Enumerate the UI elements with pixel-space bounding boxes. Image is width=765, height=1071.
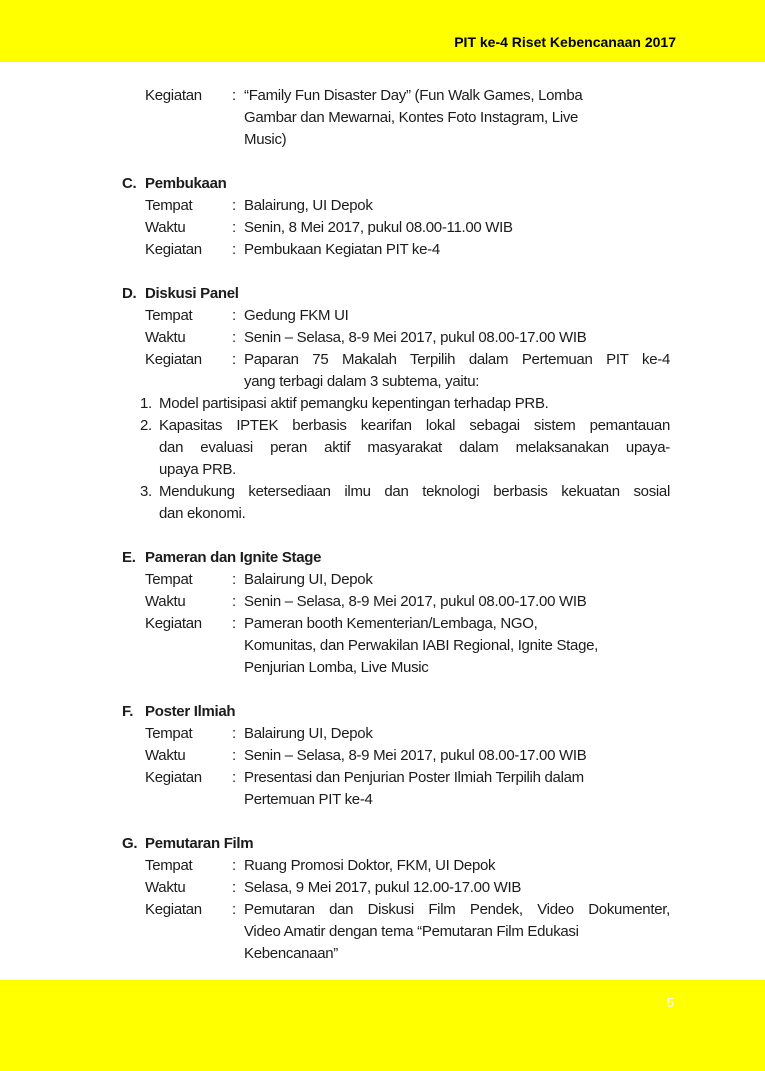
intro-block xyxy=(145,85,670,151)
item-number: 1. xyxy=(140,395,152,412)
section-diskusi-panel xyxy=(122,283,670,525)
row-colon: : xyxy=(232,725,236,742)
subtema-list xyxy=(140,393,670,525)
event-row xyxy=(145,349,670,393)
text-line: Pertemuan PIT ke-4 xyxy=(244,791,373,808)
event-row xyxy=(145,569,670,591)
text-line: Presentasi dan Penjurian Poster Ilmiah Terpilih dalam xyxy=(244,769,584,786)
row-colon: : xyxy=(232,241,236,258)
row-colon: : xyxy=(232,87,236,104)
event-row xyxy=(145,745,670,767)
text-line: Pemutaran dan Diskusi Film Pendek, Video Dokumenter, xyxy=(244,901,670,918)
row-value xyxy=(244,327,670,349)
event-row xyxy=(145,195,670,217)
text-line: yang terbagi dalam 3 subtema, yaitu: xyxy=(244,373,480,390)
row-label: Tempat xyxy=(145,307,193,324)
event-row xyxy=(145,305,670,327)
text-line: Balairung UI, Depok xyxy=(244,725,373,742)
text-line: Kapasitas IPTEK berbasis kearifan lokal sebagai sistem pemantauan xyxy=(159,417,670,434)
section-title: Pemutaran Film xyxy=(145,835,254,852)
row-value xyxy=(244,349,670,393)
section-rows xyxy=(145,195,670,261)
row-value xyxy=(244,855,670,877)
event-row xyxy=(145,85,670,151)
section-pembukaan xyxy=(122,173,670,261)
row-label: Waktu xyxy=(145,219,186,236)
item-text xyxy=(159,393,670,415)
section-letter: D. xyxy=(122,285,137,302)
section-heading xyxy=(122,283,670,305)
list-item xyxy=(140,481,670,525)
row-colon: : xyxy=(232,197,236,214)
text-line: Kebencanaan” xyxy=(244,945,338,962)
row-colon: : xyxy=(232,307,236,324)
section-heading xyxy=(122,701,670,723)
row-colon: : xyxy=(232,593,236,610)
item-number: 3. xyxy=(140,483,152,500)
row-label: Tempat xyxy=(145,857,193,874)
section-pemutaran-film xyxy=(122,833,670,965)
event-row xyxy=(145,723,670,745)
row-label: Kegiatan xyxy=(145,87,202,104)
page-number: 5 xyxy=(666,995,674,1010)
section-letter: C. xyxy=(122,175,137,192)
row-colon: : xyxy=(232,879,236,896)
item-text xyxy=(159,415,670,481)
row-label: Kegiatan xyxy=(145,241,202,258)
event-row xyxy=(145,767,670,811)
text-line: Balairung UI, Depok xyxy=(244,571,373,588)
row-colon: : xyxy=(232,329,236,346)
event-row xyxy=(145,591,670,613)
event-row xyxy=(145,877,670,899)
text-line: Pembukaan Kegiatan PIT ke-4 xyxy=(244,241,440,258)
text-line: Komunitas, dan Perwakilan IABI Regional, Ignite Stage, xyxy=(244,637,599,654)
row-value xyxy=(244,591,670,613)
section-pameran-ignite-stage xyxy=(122,547,670,679)
text-line: Balairung, UI Depok xyxy=(244,197,373,214)
section-heading xyxy=(122,547,670,569)
text-line: Ruang Promosi Doktor, FKM, UI Depok xyxy=(244,857,496,874)
row-label: Kegiatan xyxy=(145,901,202,918)
row-label: Waktu xyxy=(145,329,186,346)
row-label: Kegiatan xyxy=(145,351,202,368)
text-line: Senin – Selasa, 8-9 Mei 2017, pukul 08.00-17.00 WIB xyxy=(244,329,587,346)
section-rows xyxy=(145,855,670,965)
row-colon: : xyxy=(232,351,236,368)
text-line: Video Amatir dengan tema “Pemutaran Film Edukasi xyxy=(244,923,579,940)
text-line: dan evaluasi peran aktif masyarakat dalam melaksanakan upaya- xyxy=(159,439,670,456)
row-value xyxy=(244,569,670,591)
row-value xyxy=(244,305,670,327)
event-row xyxy=(145,217,670,239)
row-value xyxy=(244,613,670,679)
page-footer-band xyxy=(0,980,765,1071)
row-value xyxy=(244,767,670,811)
text-line: Model partisipasi aktif pemangku kepentingan terhadap PRB. xyxy=(159,395,549,412)
section-rows xyxy=(145,305,670,393)
row-colon: : xyxy=(232,747,236,764)
row-value xyxy=(244,877,670,899)
section-title: Diskusi Panel xyxy=(145,285,239,302)
item-text xyxy=(159,481,670,525)
event-row xyxy=(145,613,670,679)
text-line: Pameran booth Kementerian/Lembaga, NGO, xyxy=(244,615,538,632)
row-value xyxy=(244,239,670,261)
row-label: Waktu xyxy=(145,593,186,610)
row-label: Waktu xyxy=(145,879,186,896)
text-line: “Family Fun Disaster Day” (Fun Walk Games, Lomba xyxy=(244,87,583,104)
event-row xyxy=(145,855,670,877)
page-header-band xyxy=(0,0,765,62)
section-rows xyxy=(145,723,670,811)
section-title: Pameran dan Ignite Stage xyxy=(145,549,322,566)
section-heading xyxy=(122,833,670,855)
section-title: Poster Ilmiah xyxy=(145,703,236,720)
row-colon: : xyxy=(232,901,236,918)
text-line: Penjurian Lomba, Live Music xyxy=(244,659,429,676)
text-line: Selasa, 9 Mei 2017, pukul 12.00-17.00 WIB xyxy=(244,879,522,896)
row-label: Tempat xyxy=(145,571,193,588)
text-line: dan ekonomi. xyxy=(159,505,246,522)
row-value xyxy=(244,85,670,151)
row-colon: : xyxy=(232,857,236,874)
row-value xyxy=(244,217,670,239)
document-content xyxy=(0,62,765,987)
section-rows xyxy=(145,569,670,679)
section-letter: E. xyxy=(122,549,136,566)
section-heading xyxy=(122,173,670,195)
text-line: Senin – Selasa, 8-9 Mei 2017, pukul 08.00-17.00 WIB xyxy=(244,593,587,610)
row-value xyxy=(244,723,670,745)
page-header-title: PIT ke-4 Riset Kebencanaan 2017 xyxy=(454,34,676,50)
row-label: Kegiatan xyxy=(145,615,202,632)
item-number: 2. xyxy=(140,417,152,434)
event-row xyxy=(145,899,670,965)
row-label: Tempat xyxy=(145,725,193,742)
row-value xyxy=(244,195,670,217)
list-item xyxy=(140,393,670,415)
section-letter: F. xyxy=(122,703,134,720)
row-colon: : xyxy=(232,571,236,588)
row-label: Kegiatan xyxy=(145,769,202,786)
text-line: upaya PRB. xyxy=(159,461,237,478)
event-row xyxy=(145,327,670,349)
row-colon: : xyxy=(232,615,236,632)
section-poster-ilmiah xyxy=(122,701,670,811)
text-line: Senin – Selasa, 8-9 Mei 2017, pukul 08.00-17.00 WIB xyxy=(244,747,587,764)
row-value xyxy=(244,899,670,965)
section-letter: G. xyxy=(122,835,138,852)
text-line: Gambar dan Mewarnai, Kontes Foto Instagram, Live xyxy=(244,109,579,126)
row-colon: : xyxy=(232,219,236,236)
text-line: Paparan 75 Makalah Terpilih dalam Pertemuan PIT ke-4 xyxy=(244,351,670,368)
list-item xyxy=(140,415,670,481)
row-colon: : xyxy=(232,769,236,786)
row-label: Waktu xyxy=(145,747,186,764)
text-line: Senin, 8 Mei 2017, pukul 08.00-11.00 WIB xyxy=(244,219,513,236)
section-title: Pembukaan xyxy=(145,175,227,192)
text-line: Gedung FKM UI xyxy=(244,307,349,324)
row-label: Tempat xyxy=(145,197,193,214)
row-value xyxy=(244,745,670,767)
event-row xyxy=(145,239,670,261)
text-line: Mendukung ketersediaan ilmu dan teknologi berbasis kekuatan sosial xyxy=(159,483,670,500)
text-line: Music) xyxy=(244,131,287,148)
